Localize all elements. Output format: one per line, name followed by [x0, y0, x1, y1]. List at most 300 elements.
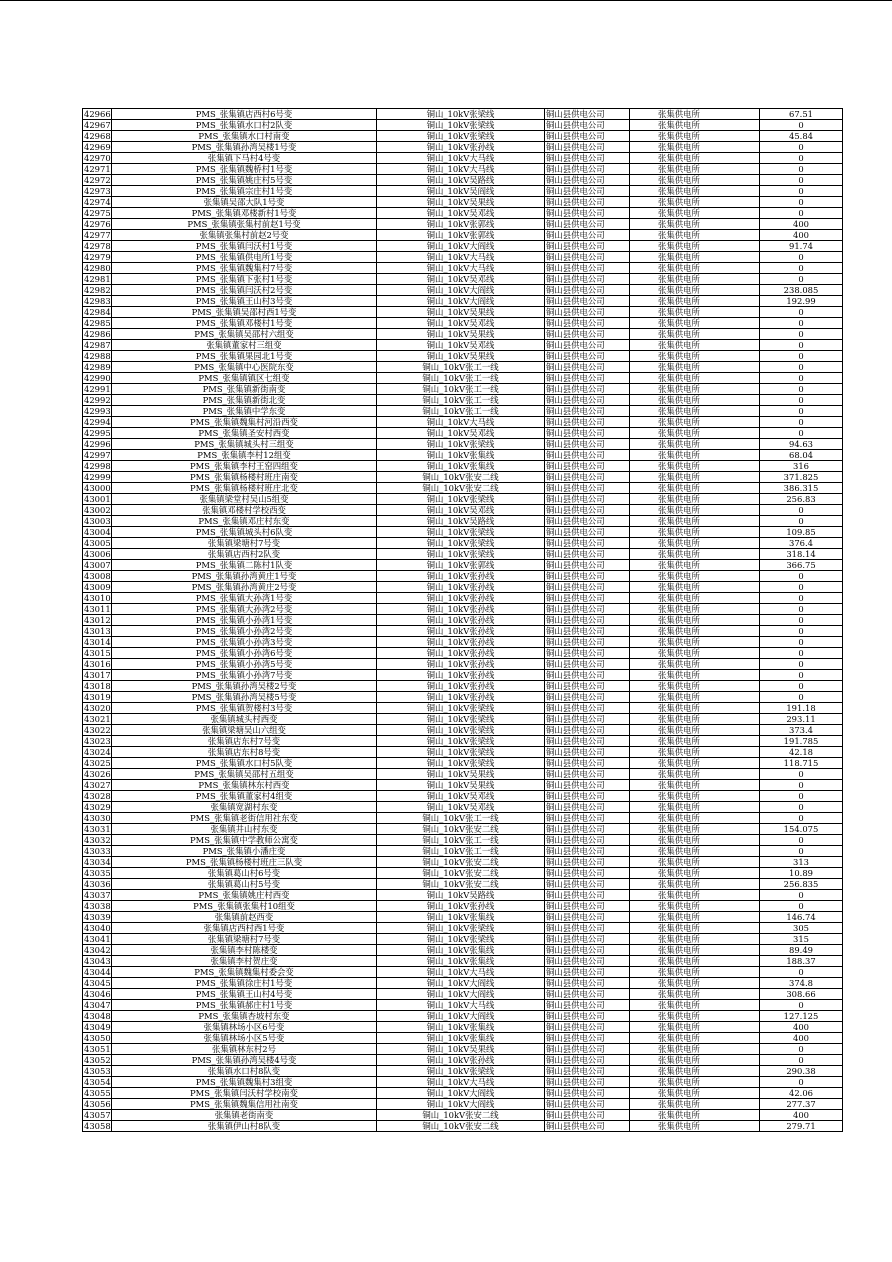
table-row — [83, 1044, 843, 1055]
table-row — [83, 989, 843, 1000]
transformer-name-cell: PMS_张集镇城头村6队变 — [112, 527, 377, 538]
row-id-cell: 43050 — [84, 1033, 111, 1043]
transformer-name-cell: 张集镇店东村7号变 — [112, 736, 377, 747]
row-id-cell: 43036 — [84, 879, 111, 889]
feeder-line-cell: 铜山_10kV张孙线 — [377, 901, 545, 912]
capacity-value-cell: 109.85 — [760, 527, 843, 538]
transformer-name-cell: PMS_张集镇中学教师公寓变 — [112, 835, 377, 846]
row-id-cell: 43020 — [84, 703, 111, 713]
station-name-cell: 张集供电所 — [630, 637, 760, 648]
feeder-line-cell: 铜山_10kV张孙线 — [377, 659, 545, 670]
feeder-line-cell: 铜山_10kV张安二线 — [377, 1121, 545, 1132]
company-name-cell: 铜山县供电公司 — [545, 802, 630, 813]
transformer-name-cell: 张集镇梁堂村吴山5组变 — [112, 494, 377, 505]
table-row — [83, 846, 843, 857]
capacity-value-cell: 0 — [760, 626, 843, 637]
table-row — [83, 912, 843, 923]
station-name-cell: 张集供电所 — [630, 758, 760, 769]
station-name-cell: 张集供电所 — [630, 494, 760, 505]
row-id-cell: 42967 — [84, 120, 111, 130]
capacity-value-cell: 371.825 — [760, 472, 843, 483]
company-name-cell: 铜山县供电公司 — [545, 1044, 630, 1055]
table-row — [83, 219, 843, 230]
capacity-value-cell: 277.37 — [760, 1099, 843, 1110]
transformer-name-cell: PMS_张集镇邓楼新村1号变 — [112, 208, 377, 219]
station-name-cell: 张集供电所 — [630, 912, 760, 923]
capacity-value-cell: 376.4 — [760, 538, 843, 549]
feeder-line-cell: 铜山_10kV张梁线 — [377, 120, 545, 131]
table-row — [83, 604, 843, 615]
transformer-name-cell: 张集镇梁塘吴山六组变 — [112, 725, 377, 736]
company-name-cell: 铜山县供电公司 — [545, 505, 630, 516]
company-name-cell: 铜山县供电公司 — [545, 384, 630, 395]
capacity-value-cell: 0 — [760, 791, 843, 802]
row-id-cell: 42970 — [84, 153, 111, 163]
company-name-cell: 铜山县供电公司 — [545, 439, 630, 450]
company-name-cell: 铜山县供电公司 — [545, 978, 630, 989]
capacity-value-cell: 0 — [760, 373, 843, 384]
row-id-cell: 42979 — [84, 252, 111, 262]
capacity-value-cell: 0 — [760, 967, 843, 978]
table-row — [83, 417, 843, 428]
feeder-line-cell: 铜山_10kV张工一线 — [377, 395, 545, 406]
table-row — [83, 945, 843, 956]
table-row — [83, 197, 843, 208]
feeder-line-cell: 铜山_10kV吴邓线 — [377, 340, 545, 351]
feeder-line-cell: 铜山_10kV张工一线 — [377, 813, 545, 824]
feeder-line-cell: 铜山_10kV张郭线 — [377, 219, 545, 230]
station-name-cell: 张集供电所 — [630, 956, 760, 967]
table-row — [83, 923, 843, 934]
row-id-cell: 42980 — [84, 263, 111, 273]
row-id-cell: 43043 — [84, 956, 111, 966]
station-name-cell: 张集供电所 — [630, 417, 760, 428]
capacity-value-cell: 315 — [760, 934, 843, 945]
company-name-cell: 铜山县供电公司 — [545, 1099, 630, 1110]
company-name-cell: 铜山县供电公司 — [545, 670, 630, 681]
row-id-cell: 42976 — [84, 219, 111, 229]
table-row — [83, 439, 843, 450]
capacity-value-cell: 0 — [760, 274, 843, 285]
company-name-cell: 铜山县供电公司 — [545, 912, 630, 923]
company-name-cell: 铜山县供电公司 — [545, 901, 630, 912]
feeder-line-cell: 铜山_10kV大马线 — [377, 263, 545, 274]
transformer-name-cell: PMS_张集镇吴邵村西1号变 — [112, 307, 377, 318]
company-name-cell: 铜山县供电公司 — [545, 835, 630, 846]
table-row — [83, 967, 843, 978]
company-name-cell: 铜山县供电公司 — [545, 461, 630, 472]
station-name-cell: 张集供电所 — [630, 373, 760, 384]
row-id-cell: 42986 — [84, 329, 111, 339]
transformer-name-cell: PMS_张集镇姚庄村西变 — [112, 890, 377, 901]
station-name-cell: 张集供电所 — [630, 945, 760, 956]
feeder-line-cell: 铜山_10kV大阎线 — [377, 1088, 545, 1099]
station-name-cell: 张集供电所 — [630, 692, 760, 703]
station-name-cell: 张集供电所 — [630, 527, 760, 538]
transformer-name-cell: 张集镇店东村8号变 — [112, 747, 377, 758]
table-row — [83, 714, 843, 725]
company-name-cell: 铜山县供电公司 — [545, 131, 630, 142]
station-name-cell: 张集供电所 — [630, 351, 760, 362]
station-name-cell: 张集供电所 — [630, 340, 760, 351]
capacity-value-cell: 0 — [760, 604, 843, 615]
feeder-line-cell: 铜山_10kV张集线 — [377, 956, 545, 967]
feeder-line-cell: 铜山_10kV张集线 — [377, 945, 545, 956]
feeder-line-cell: 铜山_10kV张孙线 — [377, 142, 545, 153]
feeder-line-cell: 铜山_10kV大马线 — [377, 1077, 545, 1088]
company-name-cell: 铜山县供电公司 — [545, 1033, 630, 1044]
station-name-cell: 张集供电所 — [630, 230, 760, 241]
feeder-line-cell: 铜山_10kV大阎线 — [377, 285, 545, 296]
capacity-value-cell: 0 — [760, 571, 843, 582]
station-name-cell: 张集供电所 — [630, 780, 760, 791]
table-row — [83, 901, 843, 912]
station-name-cell: 张集供电所 — [630, 901, 760, 912]
company-name-cell: 铜山县供电公司 — [545, 824, 630, 835]
row-id-cell: 43054 — [84, 1077, 111, 1087]
row-id-cell: 43001 — [84, 494, 111, 504]
station-name-cell: 张集供电所 — [630, 571, 760, 582]
company-name-cell: 铜山县供电公司 — [545, 472, 630, 483]
row-id-cell: 43010 — [84, 593, 111, 603]
capacity-value-cell: 0 — [760, 340, 843, 351]
transformer-name-cell: PMS_张集镇魏集村3组变 — [112, 1077, 377, 1088]
feeder-line-cell: 铜山_10kV大马线 — [377, 417, 545, 428]
transformer-name-cell: PMS_张集镇小孙湾2号变 — [112, 626, 377, 637]
row-id-cell: 43046 — [84, 989, 111, 999]
capacity-value-cell: 0 — [760, 648, 843, 659]
capacity-value-cell: 0 — [760, 505, 843, 516]
table-row — [83, 758, 843, 769]
capacity-value-cell: 0 — [760, 615, 843, 626]
table-row — [83, 318, 843, 329]
row-id-cell: 43026 — [84, 769, 111, 779]
capacity-value-cell: 42.18 — [760, 747, 843, 758]
transformer-name-cell: PMS_张集镇小孙湾3号变 — [112, 637, 377, 648]
company-name-cell: 铜山县供电公司 — [545, 186, 630, 197]
table-row — [83, 472, 843, 483]
table-row — [83, 307, 843, 318]
capacity-value-cell: 191.18 — [760, 703, 843, 714]
feeder-line-cell: 铜山_10kV张工一线 — [377, 406, 545, 417]
feeder-line-cell: 铜山_10kV大阎线 — [377, 241, 545, 252]
feeder-line-cell: 铜山_10kV吴邓线 — [377, 505, 545, 516]
company-name-cell: 铜山县供电公司 — [545, 758, 630, 769]
row-id-cell: 42968 — [84, 131, 111, 141]
station-name-cell: 张集供电所 — [630, 538, 760, 549]
transformer-name-cell: PMS_张集镇王山村4号变 — [112, 989, 377, 1000]
feeder-line-cell: 铜山_10kV张梁线 — [377, 109, 545, 120]
table-row — [83, 780, 843, 791]
transformer-name-cell: 张集镇林场小区5号变 — [112, 1033, 377, 1044]
row-id-cell: 43052 — [84, 1055, 111, 1065]
transformer-name-cell: PMS_张集镇水口村2队变 — [112, 120, 377, 131]
row-id-cell: 43033 — [84, 846, 111, 856]
capacity-value-cell: 94.63 — [760, 439, 843, 450]
row-id-cell: 43005 — [84, 538, 111, 548]
transformer-name-cell: 张集镇梁塘村7号变 — [112, 538, 377, 549]
transformer-name-cell: PMS_张集镇李村王窑四组变 — [112, 461, 377, 472]
table-row — [83, 505, 843, 516]
station-name-cell: 张集供电所 — [630, 714, 760, 725]
transformer-name-cell: PMS_张集镇城头村三组变 — [112, 439, 377, 450]
table-row — [83, 208, 843, 219]
feeder-line-cell: 铜山_10kV大马线 — [377, 967, 545, 978]
row-id-cell: 43013 — [84, 626, 111, 636]
transformer-name-cell: PMS_张集镇镇区七组变 — [112, 373, 377, 384]
row-id-cell: 42996 — [84, 439, 111, 449]
capacity-value-cell: 0 — [760, 1000, 843, 1011]
feeder-line-cell: 铜山_10kV张孙线 — [377, 681, 545, 692]
feeder-line-cell: 铜山_10kV张安二线 — [377, 868, 545, 879]
station-name-cell: 张集供电所 — [630, 1088, 760, 1099]
transformer-name-cell: 张集镇水口村8队变 — [112, 1066, 377, 1077]
capacity-value-cell: 0 — [760, 516, 843, 527]
transformer-name-cell: PMS_张集镇孙湾黄庄1号变 — [112, 571, 377, 582]
capacity-value-cell: 0 — [760, 384, 843, 395]
table-row — [83, 241, 843, 252]
row-id-cell: 43018 — [84, 681, 111, 691]
company-name-cell: 铜山县供电公司 — [545, 450, 630, 461]
capacity-value-cell: 0 — [760, 1077, 843, 1088]
company-name-cell: 铜山县供电公司 — [545, 659, 630, 670]
table-row — [83, 560, 843, 571]
transformer-name-cell: PMS_张集镇杨楼村班庄北变 — [112, 483, 377, 494]
transformer-name-cell: PMS_张集镇杏坡村东变 — [112, 1011, 377, 1022]
row-id-cell: 43058 — [84, 1121, 111, 1131]
feeder-line-cell: 铜山_10kV张孙线 — [377, 692, 545, 703]
capacity-value-cell: 0 — [760, 395, 843, 406]
station-name-cell: 张集供电所 — [630, 868, 760, 879]
row-id-cell: 43040 — [84, 923, 111, 933]
company-name-cell: 铜山县供电公司 — [545, 945, 630, 956]
feeder-line-cell: 铜山_10kV吴果线 — [377, 351, 545, 362]
row-id-cell: 43047 — [84, 1000, 111, 1010]
company-name-cell: 铜山县供电公司 — [545, 725, 630, 736]
company-name-cell: 铜山县供电公司 — [545, 285, 630, 296]
station-name-cell: 张集供电所 — [630, 461, 760, 472]
company-name-cell: 铜山县供电公司 — [545, 307, 630, 318]
table-row — [83, 351, 843, 362]
company-name-cell: 铜山县供电公司 — [545, 934, 630, 945]
station-name-cell: 张集供电所 — [630, 1110, 760, 1121]
table-row — [83, 769, 843, 780]
feeder-line-cell: 铜山_10kV大阎线 — [377, 296, 545, 307]
company-name-cell: 铜山县供电公司 — [545, 164, 630, 175]
transformer-name-cell: PMS_张集镇贺楼村3号变 — [112, 703, 377, 714]
station-name-cell: 张集供电所 — [630, 615, 760, 626]
company-name-cell: 铜山县供电公司 — [545, 560, 630, 571]
station-name-cell: 张集供电所 — [630, 549, 760, 560]
station-name-cell: 张集供电所 — [630, 835, 760, 846]
feeder-line-cell: 铜山_10kV张集线 — [377, 912, 545, 923]
station-name-cell: 张集供电所 — [630, 505, 760, 516]
table-row — [83, 120, 843, 131]
capacity-value-cell: 400 — [760, 1110, 843, 1121]
company-name-cell: 铜山县供电公司 — [545, 1022, 630, 1033]
capacity-value-cell: 0 — [760, 846, 843, 857]
table-row — [83, 879, 843, 890]
table-row — [83, 1099, 843, 1110]
capacity-value-cell: 0 — [760, 186, 843, 197]
company-name-cell: 铜山县供电公司 — [545, 296, 630, 307]
transformer-name-cell: PMS_张集镇闫沃村1号变 — [112, 241, 377, 252]
station-name-cell: 张集供电所 — [630, 593, 760, 604]
transformer-name-cell: PMS_张集镇小孙湾1号变 — [112, 615, 377, 626]
feeder-line-cell: 铜山_10kV吴果线 — [377, 307, 545, 318]
station-name-cell: 张集供电所 — [630, 329, 760, 340]
capacity-value-cell: 188.37 — [760, 956, 843, 967]
table-row — [83, 1066, 843, 1077]
capacity-value-cell: 146.74 — [760, 912, 843, 923]
row-id-cell: 42989 — [84, 362, 111, 372]
transformer-name-cell: PMS_张集镇圣安村西变 — [112, 428, 377, 439]
feeder-line-cell: 铜山_10kV张安二线 — [377, 472, 545, 483]
capacity-value-cell: 0 — [760, 362, 843, 373]
table-row — [83, 890, 843, 901]
capacity-value-cell: 154.075 — [760, 824, 843, 835]
transformer-name-cell: PMS_张集镇李村12组变 — [112, 450, 377, 461]
feeder-line-cell: 铜山_10kV大马线 — [377, 164, 545, 175]
row-id-cell: 43015 — [84, 648, 111, 658]
station-name-cell: 张集供电所 — [630, 1121, 760, 1132]
table-row — [83, 747, 843, 758]
row-id-cell: 43057 — [84, 1110, 111, 1120]
row-id-cell: 43029 — [84, 802, 111, 812]
feeder-line-cell: 铜山_10kV大马线 — [377, 1000, 545, 1011]
table-row — [83, 659, 843, 670]
capacity-value-cell: 0 — [760, 351, 843, 362]
capacity-value-cell: 316 — [760, 461, 843, 472]
transformer-name-cell: PMS_张集镇小潘庄变 — [112, 846, 377, 857]
company-name-cell: 铜山县供电公司 — [545, 175, 630, 186]
row-id-cell: 42974 — [84, 197, 111, 207]
transformer-name-cell: PMS_张集镇孙湾吴楼4号变 — [112, 1055, 377, 1066]
table-row — [83, 186, 843, 197]
station-name-cell: 张集供电所 — [630, 362, 760, 373]
station-name-cell: 张集供电所 — [630, 791, 760, 802]
company-name-cell: 铜山县供电公司 — [545, 230, 630, 241]
transformer-name-cell: PMS_张集镇孙湾吴楼5号变 — [112, 692, 377, 703]
row-id-cell: 43032 — [84, 835, 111, 845]
row-id-cell: 43048 — [84, 1011, 111, 1021]
row-id-cell: 42993 — [84, 406, 111, 416]
company-name-cell: 铜山县供电公司 — [545, 846, 630, 857]
transformer-name-cell: 张集镇吴邵大队1号变 — [112, 197, 377, 208]
station-name-cell: 张集供电所 — [630, 659, 760, 670]
table-row — [83, 373, 843, 384]
table-row — [83, 406, 843, 417]
company-name-cell: 铜山县供电公司 — [545, 604, 630, 615]
table-row — [83, 274, 843, 285]
station-name-cell: 张集供电所 — [630, 197, 760, 208]
table-row — [83, 131, 843, 142]
row-id-cell: 42973 — [84, 186, 111, 196]
table-row — [83, 835, 843, 846]
table-row — [83, 813, 843, 824]
transformer-name-cell: 张集镇前赵西变 — [112, 912, 377, 923]
row-id-cell: 42994 — [84, 417, 111, 427]
station-name-cell: 张集供电所 — [630, 989, 760, 1000]
table-row — [83, 1033, 843, 1044]
feeder-line-cell: 铜山_10kV张梁线 — [377, 703, 545, 714]
station-name-cell: 张集供电所 — [630, 582, 760, 593]
row-id-cell: 43055 — [84, 1088, 111, 1098]
table-row — [83, 494, 843, 505]
capacity-value-cell: 400 — [760, 219, 843, 230]
table-body — [83, 109, 843, 1132]
company-name-cell: 铜山县供电公司 — [545, 241, 630, 252]
company-name-cell: 铜山县供电公司 — [545, 923, 630, 934]
feeder-line-cell: 铜山_10kV张集线 — [377, 1022, 545, 1033]
transformer-name-cell: PMS_张集镇下张村1号变 — [112, 274, 377, 285]
table-row — [83, 582, 843, 593]
station-name-cell: 张集供电所 — [630, 428, 760, 439]
feeder-line-cell: 铜山_10kV张集线 — [377, 461, 545, 472]
feeder-line-cell: 铜山_10kV张梁线 — [377, 725, 545, 736]
capacity-value-cell: 0 — [760, 428, 843, 439]
company-name-cell: 铜山县供电公司 — [545, 208, 630, 219]
capacity-value-cell: 0 — [760, 175, 843, 186]
feeder-line-cell: 铜山_10kV张安二线 — [377, 879, 545, 890]
row-id-cell: 42977 — [84, 230, 111, 240]
company-name-cell: 铜山县供电公司 — [545, 681, 630, 692]
transformer-name-cell: 张集镇林场小区6号变 — [112, 1022, 377, 1033]
transformer-name-cell: PMS_张集镇孙湾吴楼2号变 — [112, 681, 377, 692]
company-name-cell: 铜山县供电公司 — [545, 494, 630, 505]
row-id-cell: 42997 — [84, 450, 111, 460]
feeder-line-cell: 铜山_10kV张孙线 — [377, 593, 545, 604]
station-name-cell: 张集供电所 — [630, 890, 760, 901]
table-row — [83, 725, 843, 736]
table-row — [83, 428, 843, 439]
capacity-value-cell: 0 — [760, 307, 843, 318]
feeder-line-cell: 铜山_10kV吴邓线 — [377, 274, 545, 285]
capacity-value-cell: 256.83 — [760, 494, 843, 505]
feeder-line-cell: 铜山_10kV张梁线 — [377, 131, 545, 142]
capacity-value-cell: 386.315 — [760, 483, 843, 494]
capacity-value-cell: 366.75 — [760, 560, 843, 571]
station-name-cell: 张集供电所 — [630, 879, 760, 890]
table-row — [83, 1055, 843, 1066]
company-name-cell: 铜山县供电公司 — [545, 252, 630, 263]
company-name-cell: 铜山县供电公司 — [545, 1121, 630, 1132]
company-name-cell: 铜山县供电公司 — [545, 857, 630, 868]
feeder-line-cell: 铜山_10kV张集线 — [377, 450, 545, 461]
row-id-cell: 42975 — [84, 208, 111, 218]
feeder-line-cell: 铜山_10kV张梁线 — [377, 439, 545, 450]
company-name-cell: 铜山县供电公司 — [545, 109, 630, 120]
row-id-cell: 42987 — [84, 340, 111, 350]
feeder-line-cell: 铜山_10kV大阎线 — [377, 978, 545, 989]
row-id-cell: 43007 — [84, 560, 111, 570]
table-row — [83, 153, 843, 164]
table-row — [83, 802, 843, 813]
transformer-name-cell: 张集镇宽湖村东变 — [112, 802, 377, 813]
company-name-cell: 铜山县供电公司 — [545, 1077, 630, 1088]
station-name-cell: 张集供电所 — [630, 1077, 760, 1088]
company-name-cell: 铜山县供电公司 — [545, 549, 630, 560]
transformer-name-cell: PMS_张集镇姚庄村5号变 — [112, 175, 377, 186]
row-id-cell: 43024 — [84, 747, 111, 757]
transformer-name-cell: 张集镇林东村2号 — [112, 1044, 377, 1055]
row-id-cell: 42971 — [84, 164, 111, 174]
table-row — [83, 681, 843, 692]
transformer-name-cell: PMS_张集镇郝庄村1号变 — [112, 1000, 377, 1011]
table-row — [83, 670, 843, 681]
capacity-value-cell: 0 — [760, 659, 843, 670]
company-name-cell: 铜山县供电公司 — [545, 395, 630, 406]
